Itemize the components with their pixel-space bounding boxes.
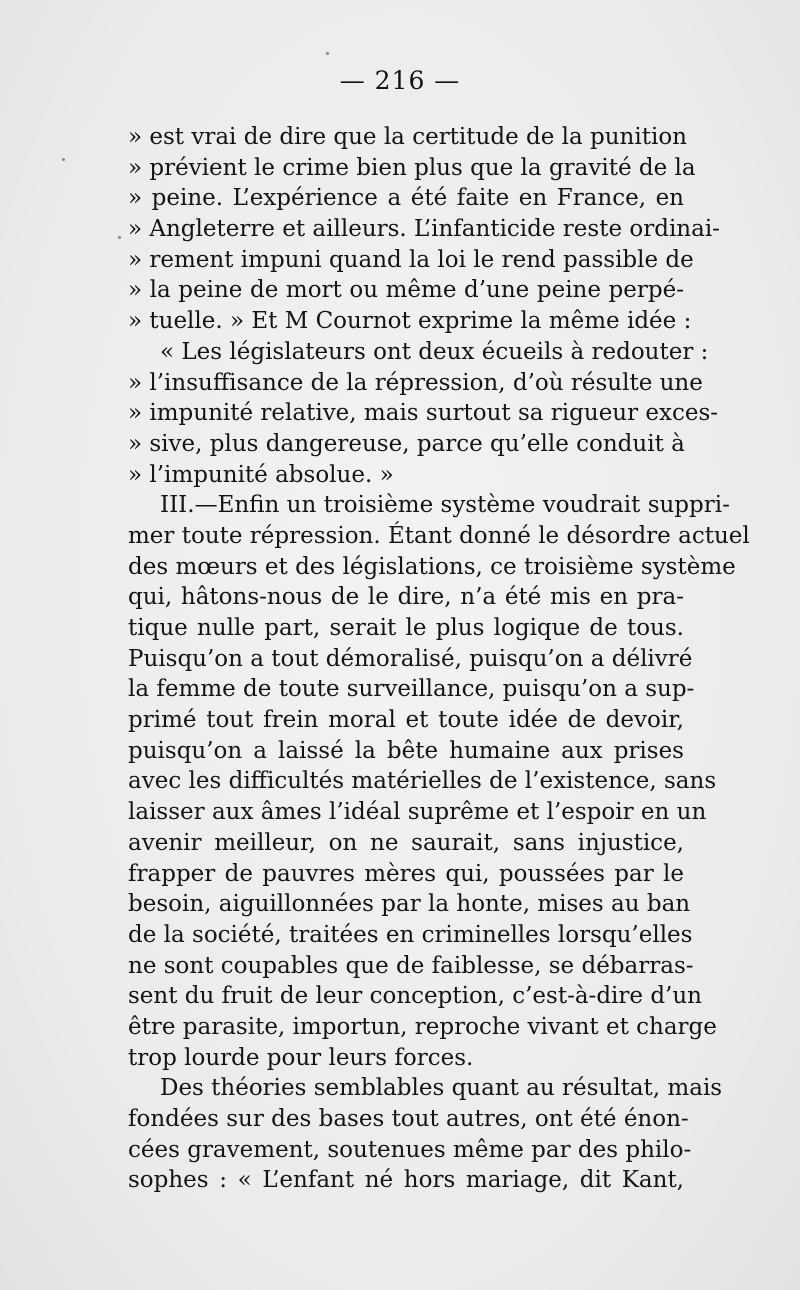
paper-speck [118, 236, 121, 239]
text-line: primé tout frein moral et toute idée de devoir, [128, 707, 684, 734]
text-line: cées gravement, soutenues même par des philo- [128, 1136, 692, 1163]
text-line: de la société, traitées en criminelles lorsqu’elles [128, 921, 693, 948]
text-line: fondées sur des bases tout autres, ont été énon- [128, 1106, 689, 1132]
text-line: tique nulle part, serait le plus logique de tous. [128, 615, 684, 641]
text-line: puisqu’on a laissé la bête humaine aux prises [128, 737, 684, 764]
text-line: « Les législateurs ont deux écueils à redouter : [160, 338, 709, 365]
text-line: III.—Enfin un troisième système voudrait suppri- [160, 492, 730, 519]
body-text [128, 122, 750, 1196]
text-line: être parasite, importun, reproche vivant et charge [128, 1013, 717, 1040]
text-line: » l’impunité absolue. » [128, 461, 394, 488]
text-line: qui, hâtons-nous de le dire, n’a été mis en pra- [128, 584, 684, 611]
page-number: — 216 — [339, 66, 461, 95]
text-line: des mœurs et des législations, ce troisième système [128, 553, 736, 580]
text-line: avenir meilleur, on ne saurait, sans injustice, [128, 829, 684, 856]
text-line: » prévient le crime bien plus que la gravité de la [128, 154, 696, 181]
paper-speck [62, 158, 65, 161]
text-line: Des théories semblables quant au résultat, mais [160, 1075, 723, 1102]
text-line: » impunité relative, mais surtout sa rigueur exces- [128, 400, 719, 427]
text-line: sent du fruit de leur conception, c’est-à-dire d’un [128, 983, 702, 1010]
text-line: Puisqu’on a tout démoralisé, puisqu’on a délivré [128, 645, 693, 672]
text-line: frapper de pauvres mères qui, poussées par le [128, 860, 684, 887]
text-line: » l’insuffisance de la répression, d’où résulte une [128, 369, 703, 396]
text-line: sophes : « L’enfant né hors mariage, dit Kant, [128, 1167, 684, 1194]
text-line: avec les difficultés matérielles de l’existence, sans [128, 768, 717, 795]
text-line: laisser aux âmes l’idéal suprême et l’espoir en un [128, 799, 707, 826]
text-line: » la peine de mort ou même d’une peine perpé- [128, 277, 684, 304]
text-line: » sive, plus dangereuse, parce qu’elle conduit à [128, 430, 685, 457]
text-line: mer toute répression. Étant donné le désordre actuel [128, 522, 750, 549]
text-line: » tuelle. » Et M Cournot exprime la même idée : [128, 308, 692, 335]
text-line: » rement impuni quand la loi le rend passible de [128, 246, 694, 273]
text-line: » est vrai de dire que la certitude de la punition [128, 124, 687, 150]
text-line: » peine. L’expérience a été faite en France, en [128, 185, 684, 212]
text-line: ne sont coupables que de faiblesse, se débarras- [128, 952, 694, 979]
text-line: besoin, aiguillonnées par la honte, mises au ban [128, 891, 691, 918]
text-line: trop lourde pour leurs forces. [128, 1044, 474, 1071]
text-line: la femme de toute surveillance, puisqu’on a sup- [128, 676, 695, 703]
text-line: » Angleterre et ailleurs. L’infanticide reste ordinai- [128, 216, 720, 243]
paper-speck [326, 52, 329, 55]
